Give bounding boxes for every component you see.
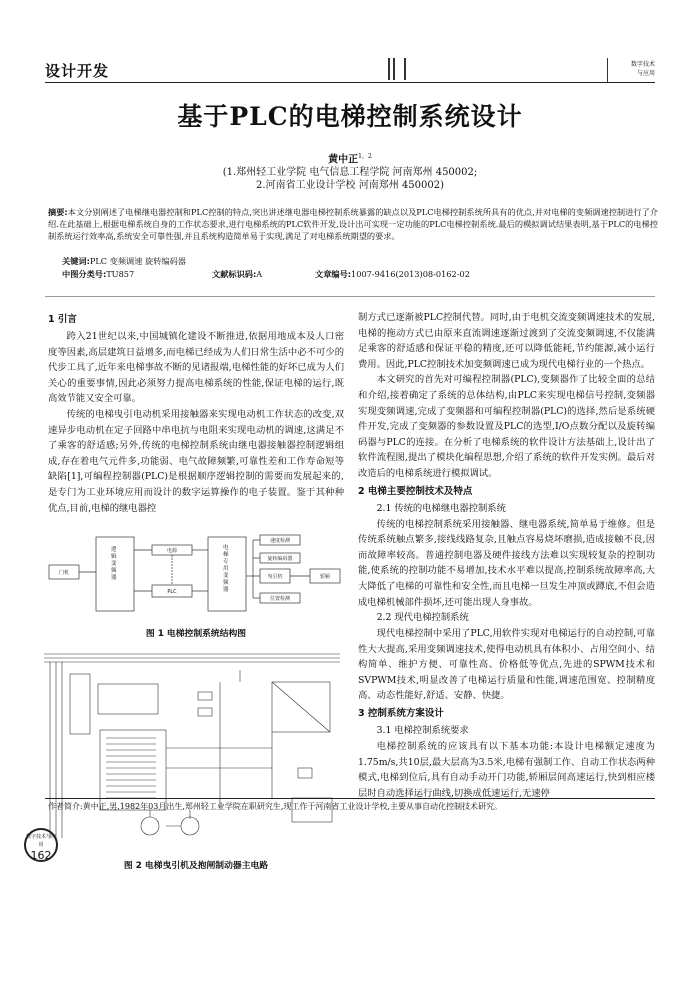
article-label: 文章编号: [315,269,352,279]
fig1-traction-label: 曳引机 [267,574,283,580]
paper-title: 基于PLC的电梯控制系统设计 [177,102,523,131]
fig1-position-label: 位置检测 [269,596,291,602]
fig1-speed-label: 速度检测 [269,538,291,544]
section-2-heading: 2 电梯主要控制技术及特点 [358,485,473,497]
abstract-text: 本文分别阐述了电梯继电器控制和PLC控制的特点,突出讲述继电器电梯控制系统暴露的缺点以及PLC电梯控制系统所具有的优点,并对电梯的变频调速控制进行了介绍.在此基础上,根据电梯系统自身的工作状态要求,进行电梯系统的PLC软件开发,设计出可实现一定功能的PLC电梯控制系统.最后的模拟调试结果表明,基于PLC的电梯控制系统运行效率高,系统安全可靠性强,并且系统构造简单易于实现,满足了对电梯系统期望的要求。 [48,207,658,242]
page-number-badge [24,828,58,862]
cls-value: TU857 [106,269,135,279]
paragraph: 跨入21世纪以来,中国城镇化建设不断推进,依据用地成本及人口密度等因素,高层建筑日益增多,而电梯已经成为人们日常生活中必不可少的代步工具了,近年来电梯事故不断的见诸报端,电梯性能的好坏已成为人们关心的重要事情,因此必须努力提高电梯系统的性能,保证电梯的运行,既高效节能又安全可靠。 [48,331,344,405]
subsection-2-2-heading: 2.2 现代电梯控制系统 [376,612,469,624]
section-1-heading: 1 引言 [48,314,77,325]
logo-line-2: 与应用 [636,70,655,77]
article-value: 1007-9416(2013)08-0162-02 [351,269,470,279]
keywords-text: PLC 变频调速 旋转编码器 [89,256,186,266]
abstract [48,206,658,243]
figure-2 [40,648,346,850]
author-name: 黄中正 [328,154,359,166]
fig1-power-label: 电源 [166,548,178,554]
fig1-cabin-label: 电梯专用变频器 [223,545,229,593]
subsection-3-1-heading: 3.1 电梯控制系统要求 [376,725,469,737]
page-number: 162 [30,849,52,862]
section-label: 设计开发 [45,62,110,80]
paragraph: 现代电梯控制中采用了PLC,用软件实现对电梯运行的自动控制,可靠性大大提高,采用变频调速技术,使得电动机具有体积小、占用空间小、结构简单、维护方便、可靠性高、价格低等优点,先进的SPWM技术和SVPWM技术,明显改善了电梯运行质量和性能,调速范围宽、控制精度高、动态性能好,舒适、安静、快捷。 [358,628,655,702]
fig1-encoder-label: 旋转编码器 [267,556,293,562]
badge-journal-text: 数字技术与应用 [26,834,57,848]
affiliation-2: 2.河南省工业设计学校 河南郑州 450002) [256,180,444,192]
journal-header [45,58,655,86]
paragraph: 本文研究的首先对可编程控制器(PLC),变频器作了比较全面的总结和介绍,接着确定了系统的总体结构,由PLC来实现电梯信号控制,变频器实现变频调速,完成了变频器和可编程控制器(PLC)的选择,然后是系统硬件开发,完成了变频器的参数设置及PLC的选型,I/O点数分配以及旋转编码器与PLC的连接。在分析了电梯系统的软件设计方法基础上,设计出了软件流程图,提出了模块化编程思想,介绍了系统的软件开发实例。最后对改造后的电梯系统进行模拟调试。 [358,374,655,479]
figure-1-diagram [48,527,344,619]
fig1-car-label: 轿厢 [319,574,331,580]
author-block [0,150,700,192]
fig1-logic-label: 逻辑变频器 [111,547,117,581]
figure-2-schematic [40,648,346,850]
abstract-label: 摘要: [48,207,68,217]
left-column [48,310,344,516]
figure-1-caption: 图 1 电梯控制系统结构图 [145,629,247,639]
header-rule [45,82,655,83]
paragraph: 制方式已逐渐被PLC控制代替。同时,由于电机交流变频调速技术的发展,电梯的拖动方式已由原来直流调速逐渐过渡到了交流变频调速,不仅能满足乘客的舒适感和保证平稳的精度,还可以降低能耗,节约能源,减小运行费用。因此,PLC控制技术加变频调速已成为现代电梯行业的一个热点。 [358,312,655,370]
journal-logo [607,58,655,82]
subsection-2-1-heading: 2.1 传统的电梯继电器控制系统 [376,502,506,514]
cls-label: 中图分类号: [62,269,107,279]
figure-2-caption: 图 2 电梯曳引机及抱闸制动器主电路 [123,861,269,871]
paragraph: 电梯控制系统的应该具有以下基本功能:本设计电梯额定速度为1.75m/s,共10层,最大层高为3.5米,电梯有强制工作、自动工作状态两种模式,电梯到位后,具有自动手动开门功能,轿厢层间高速运行,快到相应楼层时自动选择运行曲线,切换成低速运行,无速停 [358,741,655,799]
fig1-door-label: 门机 [58,570,70,576]
separator-rule [45,296,655,297]
keywords [62,256,186,267]
section-3-heading: 3 控制系统方案设计 [358,708,444,720]
keywords-label: 关键词: [62,256,90,266]
logo-line-1: 数字技术 [630,61,655,68]
fig1-plc-label: PLC [167,589,177,595]
right-column [358,310,655,801]
doc-label: 文献标识码: [212,269,257,279]
doc-value: A [256,269,263,279]
author-sup: 1，2 [358,153,372,160]
paragraph: 传统的电梯控制系统采用接触器、继电器系统,简单易于维修。但是传统系统触点繁多,接线线路复杂,且触点容易烧坏磨损,造成接触不良,因而故障率较高。普通控制电器及硬件接线方法难以实现较复杂的控制功能,使系统的控制功能不易增加,技术水平难以提高,控制系统故障率高,大大降低了电梯的可靠性和安全性,而且电梯一旦发生冲顶或蹲底,不但会造成电梯机械部件损坏,还可能出现人身事故。 [358,518,655,608]
footer-rule [45,798,655,799]
affiliation-1: (1.郑州轻工业学院 电气信息工程学院 河南郑州 450002; [222,167,478,179]
header-divider-bars [388,58,408,80]
paragraph: 传统的电梯曳引电动机采用接触器来实现电动机工作状态的改变,双速异步电动机在定子回路中串电抗与电阻来实现电动机的调速,这满足不了乘客的舒适感;另外,传统的电梯控制系统由继电器接触器控制逻辑组成,存在着电气元件多,功能弱、电气故障频繁,可靠性差和工作寿命短等缺陷[1],可编程控制器(PLC)是根据顺序逻辑控制的需要而发展起来的,是专门为工业环境应用而设计的数字运算操作的电子装置。鉴于其种种优点,目前,电梯的继电器控 [48,408,344,514]
author-footnote: 作者简介:黄中正,男,1982年03月出生,郑州轻工业学院在职研究生,现工作于河南省工业设计学校,主要从事自动化控制技术研究。 [48,802,502,811]
figure-1 [48,527,344,619]
